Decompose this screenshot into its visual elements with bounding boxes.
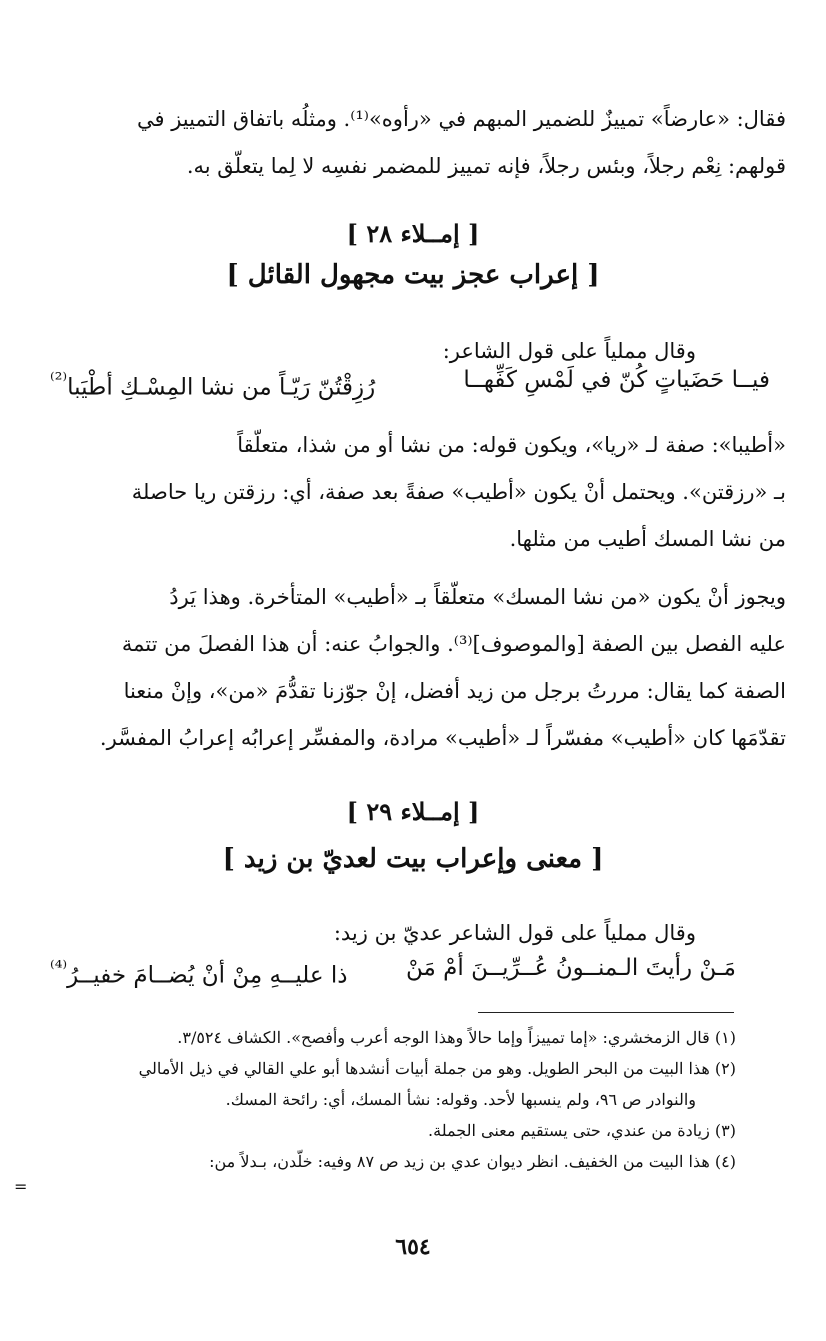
section-29-heading: [40, 792, 786, 832]
verse-text: ذا عليــهِ مِنْ أنْ يُضــامَ خفيــرُ: [67, 962, 348, 989]
section-subtitle: [ إعراب عجز بيت مجهول القائل ]: [226, 260, 600, 290]
text-line: بـ «رزقتن». ويحتمل أنْ يكون «أطيب» صفةً بعد صفة، أي: رزقتن ريا حاصلة: [131, 480, 786, 504]
section-29-subheading: [40, 838, 786, 880]
section-28-subheading: [40, 254, 786, 296]
paragraph-text: [40, 422, 786, 563]
page-number: ٦٥٤: [395, 1234, 431, 1260]
section-28-heading: [40, 214, 786, 254]
verse-text: رُزِقْتُنّ رَيّـاً من نشا المِسْـكِ أطْيَبا: [67, 374, 376, 401]
footnote-2-continued: والنوادر ص ٩٦، ولم ينسبها لأحد. وقوله: نشأ المسك، أي: رائحة المسك.: [225, 1090, 696, 1109]
verse-first-hemistich: [406, 950, 736, 986]
footnote-marker: ⁽⁴⁾: [50, 956, 68, 979]
dictation-title: [ إمــلاء ٢٩ ]: [346, 797, 480, 826]
continuation-mark: =: [14, 1177, 28, 1196]
text-line: من نشا المسك أطيب من مثلها.: [509, 527, 786, 551]
footnote-marker: ⁽²⁾: [50, 368, 68, 391]
text-line: الصفة كما يقال: مررتُ برجل من زيد أفضل، إنْ جوّزنا تقدُّمَ «من»، وإنْ منعنا: [123, 679, 786, 703]
text-line: ويجوز أنْ يكون «من نشا المسك» متعلّقاً بـ «أطيب» المتأخرة. وهذا يَردُ: [169, 585, 786, 609]
paragraph-explanation: [40, 422, 786, 563]
paragraph-text: [40, 96, 786, 190]
footnote-2: (٢) هذا البيت من البحر الطويل. وهو من جملة أبيات أنشدها أبو علي القالي في ذيل الأمالي: [138, 1059, 736, 1078]
section-subtitle: [ معنى وإعراب بيت لعديّ بن زيد ]: [222, 844, 604, 874]
intro-line: وقال مملياً على قول الشاعر:: [442, 339, 696, 363]
text-line: تقدّمَها كان «أطيب» مفسّراً لـ «أطيب» مرادة، والمفسِّر إعرابُه إعرابُ المفسَّر.: [99, 726, 786, 750]
footnote-list: [50, 1022, 736, 1177]
verse-text: مَـنْ رأيتَ الـمنــونُ عُــرِّيــنَ أمْ مَنْ: [406, 955, 736, 981]
footnote-3: (٣) زيادة من عندي، حتى يستقيم معنى الجملة.: [428, 1121, 736, 1140]
footnote-separator: [478, 1012, 734, 1013]
text-line: عليه الفصل بين الصفة [والموصوف]⁽³⁾. والجوابُ عنه: أن هذا الفصلَ من تتمة: [121, 632, 786, 656]
footnote-4: (٤) هذا البيت من الخفيف. انظر ديوان عدي بن زيد ص ٨٧ وفيه: خلّدن، بـدلاً من:: [209, 1152, 736, 1171]
intro-line: وقال مملياً على قول الشاعر عديّ بن زيد:: [333, 921, 696, 945]
verse-text: فيــا حَضَياتٍ كُنّ في لَمْسِ كَفِّهــا: [463, 367, 770, 393]
verse-second-hemistich: [50, 950, 348, 994]
footnotes: [50, 1022, 736, 1177]
text-line: فقال: «عارضاً» تمييزٌ للضمير المبهم في «رأوه»⁽¹⁾. ومثلُه باتفاق التمييز في: [136, 107, 786, 131]
paragraph-intro: [40, 96, 786, 190]
text-line: قولهم: نِعْم رجلاً، وبئس رجلاً، فإنه تمييز للمضمر نفسِه لا لِما يتعلّق به.: [186, 154, 786, 178]
dictation-title: [ إمــلاء ٢٨ ]: [346, 219, 480, 248]
text-line: «أطيبا»: صفة لـ «ريا»، ويكون قوله: من نشا أو من شذا، متعلّقاً: [237, 433, 786, 457]
paragraph-alternative: [40, 574, 786, 762]
footnote-1: (١) قال الزمخشري: «إما تمييزاً وإما حالاً وهذا الوجه أعرب وأفصح». الكشاف ٣/٥٢٤.: [177, 1028, 736, 1047]
verse-second-hemistich: [50, 362, 375, 406]
verse-first-hemistich: [463, 362, 770, 398]
paragraph-text: [40, 574, 786, 762]
